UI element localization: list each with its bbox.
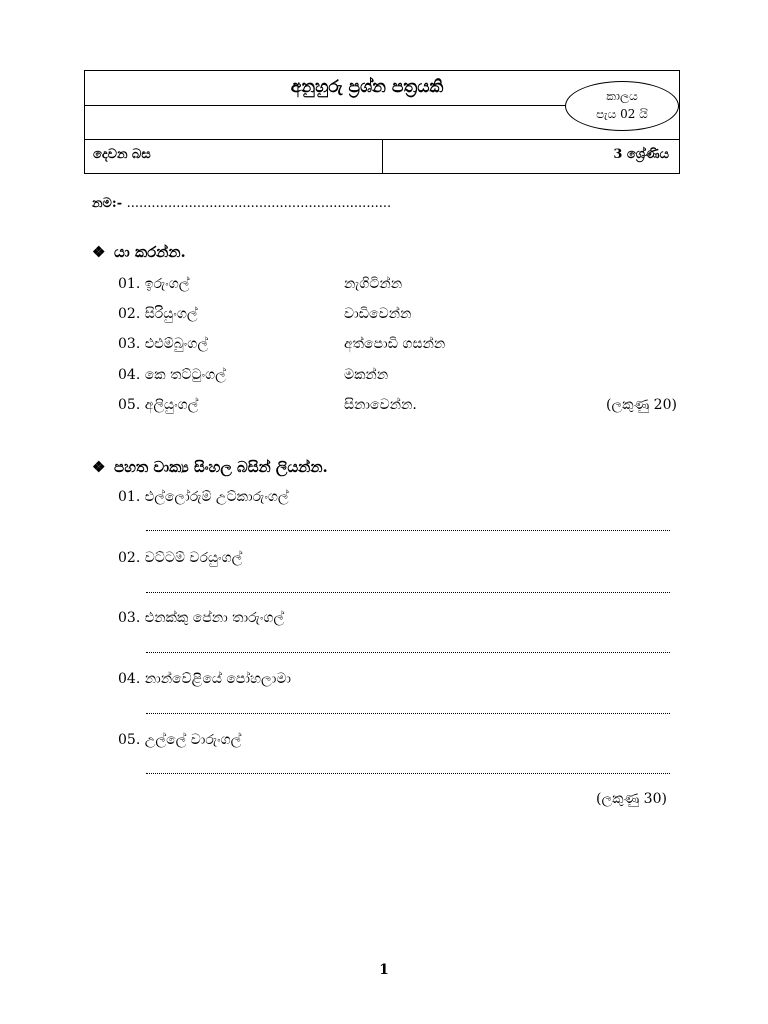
translate-item: 03. එනක්කු පේනා තාරුංගල් <box>118 610 285 626</box>
section2-title: පහත වාක්‍ය සිංහල බසින් ලියන්න. <box>114 458 328 476</box>
match-right-item: මකන්න <box>344 367 389 383</box>
section1-heading <box>92 243 186 261</box>
page-number: 1 <box>379 962 389 978</box>
name-label: නම:- <box>92 196 123 211</box>
section2-marks: (ලකුණු 30) <box>596 791 667 807</box>
answer-line[interactable] <box>146 773 670 774</box>
diamond-bullet-icon: ❖ <box>92 243 106 261</box>
section1-title: යා කරන්න. <box>114 243 186 261</box>
answer-line[interactable] <box>146 713 670 714</box>
section2-heading <box>92 458 328 476</box>
section1-marks: (ලකුණු 20) <box>606 397 677 413</box>
match-right-item: අත්පොඩි ගසන්න <box>344 336 446 352</box>
time-label: කාලය <box>606 89 638 103</box>
match-left-item: 01. ඉරුංගල් <box>118 276 190 292</box>
diamond-bullet-icon: ❖ <box>92 458 106 476</box>
answer-line[interactable] <box>146 592 670 593</box>
answer-line[interactable] <box>146 652 670 653</box>
header-info-row <box>85 139 679 174</box>
match-left-item: 03. එළුම්බුංගල් <box>118 336 208 352</box>
match-right-item: වාඩිවෙන්න <box>344 306 412 322</box>
match-left-item: 04. කෙ තට්ටුංගල් <box>118 367 226 383</box>
name-dots: ................................................................ <box>126 196 392 211</box>
answer-line[interactable] <box>146 530 670 531</box>
match-left-item: 05. අලියුංගල් <box>118 397 199 413</box>
match-left-item: 02. සිරියුංගල් <box>118 306 198 322</box>
paper-title: අනුහුරු ප්‍රශ්න පත්‍රයකි <box>290 77 444 97</box>
header-divider <box>382 139 383 174</box>
grade-label: 3 ශ්‍රේණිය <box>613 147 669 162</box>
subject-label: දෙවන බස <box>93 147 151 162</box>
name-field <box>92 196 391 211</box>
match-right-item: සිනාවෙන්න. <box>344 397 417 413</box>
translate-item: 01. එල්ලෝරුම් උට්කාරුංගල් <box>118 489 289 505</box>
translate-item: 04. නාන්වේළියේ පෝහලාමා <box>118 671 291 687</box>
translate-item: 05. උල්ලේ වාරුංගල් <box>118 732 242 748</box>
match-right-item: නැගිටින්න <box>344 276 403 292</box>
translate-item: 02. වට්ටම් වරයුංගල් <box>118 550 243 566</box>
time-oval <box>565 81 679 131</box>
exam-header-box <box>84 70 680 174</box>
time-value: පැය 02 යි <box>596 107 648 121</box>
